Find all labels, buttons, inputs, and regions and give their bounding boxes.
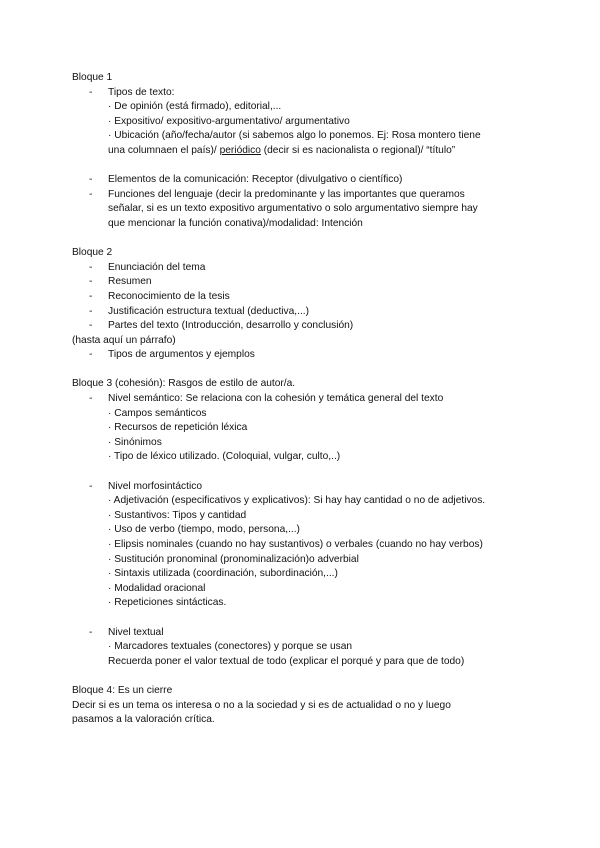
- bloque1-heading: Bloque 1: [72, 72, 113, 83]
- funciones-line: señalar, si es un texto expositivo argumentativo o solo argumentativo siempre hay: [108, 203, 478, 215]
- periodico-link[interactable]: periódico: [219, 144, 261, 156]
- semantico-label: Nivel semántico: Se relaciona con la cohesión y temática general del texto: [108, 393, 444, 405]
- list-item: [72, 319, 542, 334]
- document-page: [72, 71, 542, 728]
- morfo-item: · Modalidad oracional: [108, 582, 206, 594]
- dash-marker: -: [89, 261, 93, 273]
- bloque2-item: Justificación estructura textual (deductiva,...): [108, 305, 310, 317]
- dash-marker: -: [89, 86, 93, 98]
- bloque4-line: pasamos a la valoración crítica.: [72, 714, 215, 726]
- textual-item: Recuerda poner el valor textual de todo (explicar el porqué y para que de todo): [108, 655, 465, 667]
- tipos-item: · Ubicación (año/fecha/autor (si sabemos algo lo ponemos. Ej: Rosa montero tiene: [108, 130, 481, 142]
- tipos-item: · Expositivo/ expositivo-argumentativo/ argumentativo: [108, 115, 350, 127]
- dash-marker: -: [89, 174, 93, 186]
- morfo-label: Nivel morfosintáctico: [108, 480, 202, 492]
- bloque2-item: Enunciación del tema: [108, 261, 206, 273]
- dash-marker: -: [89, 320, 93, 332]
- elementos-text: Elementos de la comunicación: Receptor (divulgativo o científico): [108, 174, 403, 186]
- bloque2-last-item: Tipos de argumentos y ejemplos: [108, 349, 255, 361]
- semantico-item: · Recursos de repetición léxica: [108, 422, 248, 434]
- funciones-line: que mencionar la función conativa)/modalidad: Intención: [108, 217, 363, 229]
- dash-marker: -: [89, 349, 93, 361]
- bullet-tipos: [72, 86, 542, 159]
- semantico-item: · Tipo de léxico utilizado. (Coloquial, vulgar, culto,..): [108, 451, 341, 463]
- dash-marker: -: [89, 290, 93, 302]
- textual-label: Nivel textual: [108, 626, 164, 638]
- list-item: [72, 261, 542, 276]
- ubicacion-continuation: [108, 144, 542, 159]
- morfo-item: · Sintaxis utilizada (coordinación, subordinación,...): [108, 568, 338, 580]
- bullet-elementos: [72, 173, 542, 188]
- bloque4-heading: Bloque 4: Es un cierre: [72, 684, 173, 696]
- semantico-item: · Sinónimos: [108, 436, 162, 448]
- dash-marker: -: [89, 305, 93, 317]
- bullet-funciones: [72, 188, 542, 232]
- bloque2-item: Partes del texto (Introducción, desarrollo y conclusión): [108, 320, 354, 332]
- bloque4-line: Decir si es un tema os interesa o no a la sociedad y si es de actualidad o no y luego: [72, 699, 451, 711]
- ubicacion-text-a: una columnaen el país)/: [108, 144, 220, 156]
- textual-item: · Marcadores textuales (conectores) y porque se usan: [108, 641, 353, 653]
- dash-marker: -: [89, 626, 93, 638]
- list-item: [72, 305, 542, 320]
- bullet-morfosintactico: [72, 480, 542, 611]
- bullet-semantico: [72, 392, 542, 465]
- bloque2-item: Resumen: [108, 276, 152, 288]
- ubicacion-text-b: (decir si es nacionalista o regional)/ “título”: [260, 144, 456, 156]
- funciones-line: Funciones del lenguaje (decir la predominante y las importantes que queramos: [108, 188, 465, 200]
- morfo-item: · Adjetivación (especificativos y explicativos): Si hay hay cantidad o no de adjetivos.: [108, 495, 486, 507]
- morfo-item: · Repeticiones sintácticas.: [108, 597, 227, 609]
- dash-marker: -: [89, 188, 93, 200]
- list-item: [72, 275, 542, 290]
- morfo-item: · Sustitución pronominal (pronominalización)o adverbial: [108, 553, 359, 565]
- list-item: [72, 348, 542, 363]
- morfo-item: · Elipsis nominales (cuando no hay sustantivos) o verbales (cuando no hay verbos): [108, 539, 483, 550]
- bullet-textual: [72, 626, 542, 670]
- bloque3-heading: Bloque 3 (cohesión): Rasgos de estilo de autor/a.: [72, 378, 296, 390]
- bloque2-heading: Bloque 2: [72, 247, 113, 259]
- bloque2-note: (hasta aquí un párrafo): [72, 334, 176, 346]
- morfo-item: · Sustantivos: Tipos y cantidad: [108, 509, 247, 521]
- tipos-item: · De opinión (está firmado), editorial,...: [108, 101, 282, 113]
- semantico-item: · Campos semánticos: [108, 407, 207, 419]
- bloque2-item: Reconocimiento de la tesis: [108, 290, 230, 302]
- dash-marker: -: [89, 480, 93, 492]
- list-item: [72, 290, 542, 305]
- tipos-label: Tipos de texto:: [108, 86, 175, 98]
- morfo-item: · Uso de verbo (tiempo, modo, persona,...): [108, 524, 300, 536]
- dash-marker: -: [89, 393, 93, 405]
- dash-marker: -: [89, 276, 93, 288]
